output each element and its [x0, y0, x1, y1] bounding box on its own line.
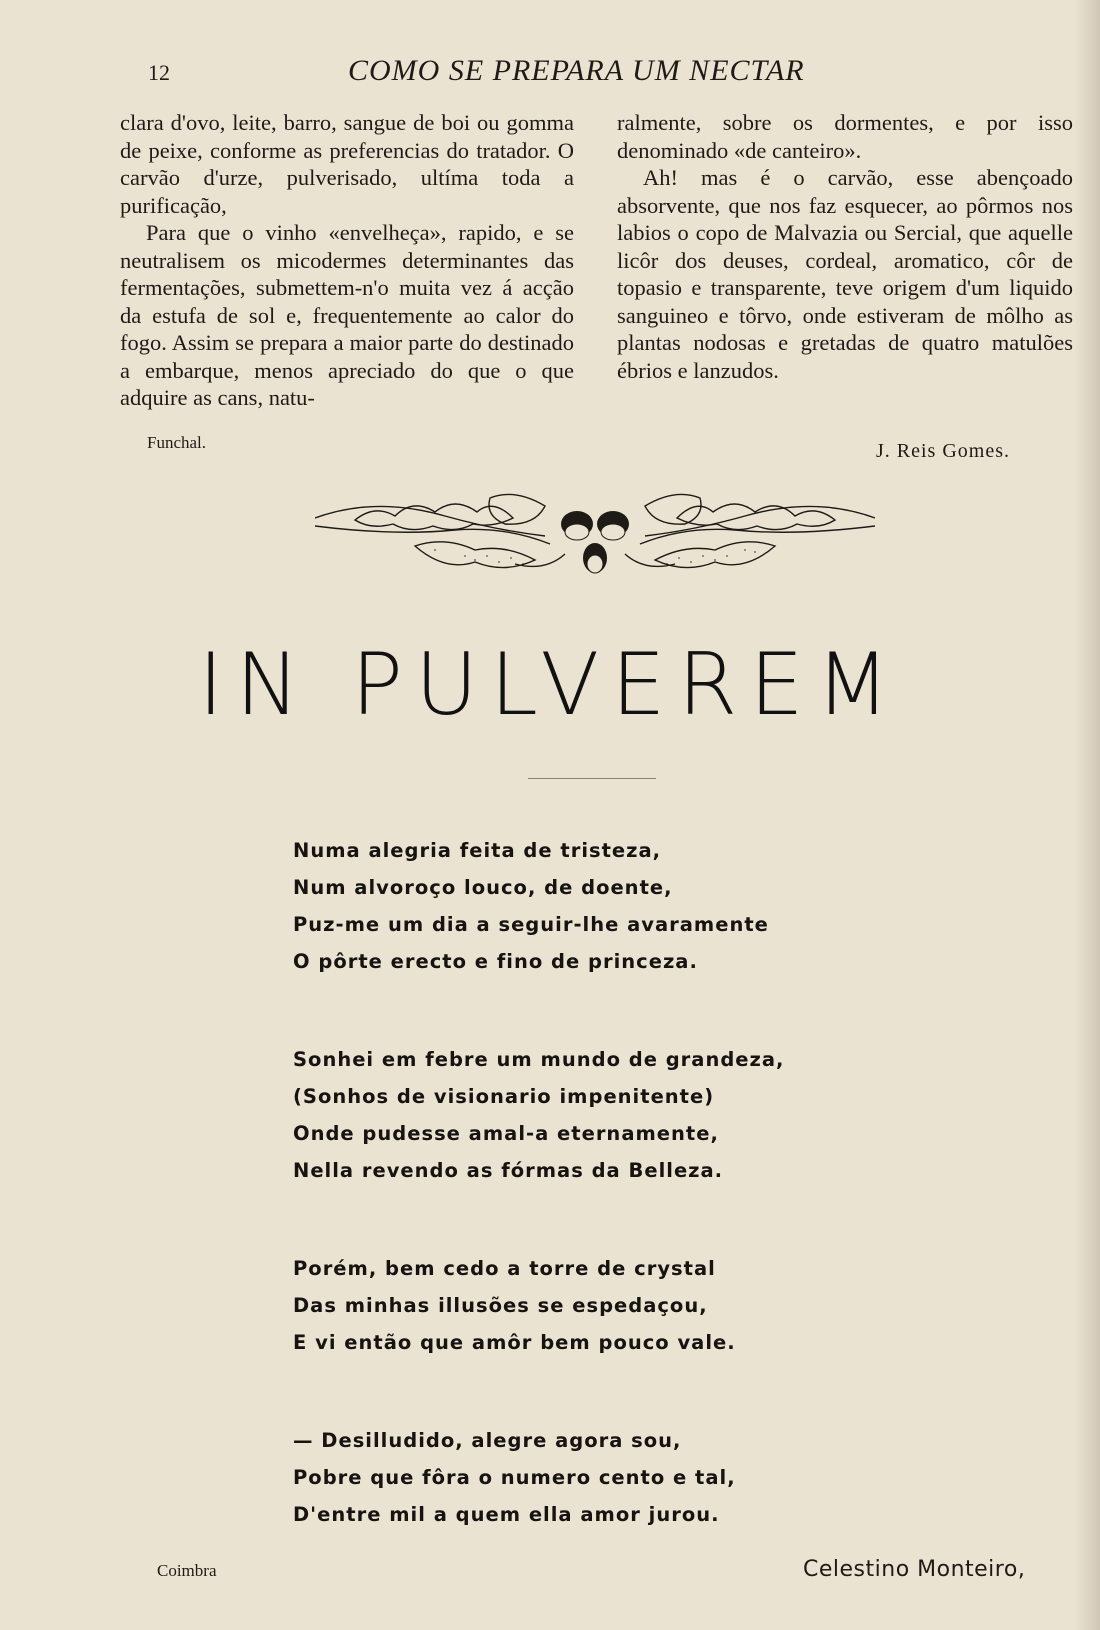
poem-stanza — [293, 1422, 913, 1533]
page-number: 12 — [148, 60, 170, 85]
article-paragraph: clara d'ovo, leite, barro, sangue de boi ou gomma de peixe, conforme as preferencias do tratador. O carvão d'urze, pulverisado, ultíma toda a purificação, — [120, 110, 574, 218]
article-right-column — [617, 109, 1073, 384]
poem-line: O pôrte erecto e fino de princeza. — [293, 950, 698, 973]
page-edge-shadow — [1074, 0, 1100, 1630]
running-title: COMO SE PREPARA UM NECTAR — [348, 54, 805, 87]
poem-place: Coimbra — [157, 1561, 217, 1580]
poem-line: Onde pudesse amal-a eternamente, — [293, 1122, 719, 1145]
title-divider — [528, 778, 656, 779]
oak-leaf-ornament-icon — [315, 486, 875, 596]
poem-body — [293, 832, 913, 1594]
poem-line: (Sonhos de visionario impenitente) — [293, 1085, 715, 1108]
article-paragraph: Ah! mas é o carvão, esse abençoado absorvente, que nos faz esquecer, ao pôrmos nos labios o copo de Malvazia ou Sercial, que aquelle licôr dos deuses, cordeal, aromatico, côr de topasio e transparente, teve origem d'um liquido sanguineo e tôrvo, onde estiveram de môlho as plantas nodosas e gretadas de quatro matulões ébrios e lanzudos. — [617, 165, 1073, 383]
poem-line: D'entre mil a quem ella amor jurou. — [293, 1503, 720, 1526]
article-place: Funchal. — [147, 433, 207, 452]
page-header — [148, 52, 848, 92]
poem-line: Numa alegria feita de tristeza, — [293, 839, 662, 862]
poem-line: Sonhei em febre um mundo de grandeza, — [293, 1048, 785, 1071]
poem-stanza — [293, 1041, 913, 1189]
poem-line: Porém, bem cedo a torre de crystal — [293, 1257, 716, 1280]
poem-title: IN PULVEREM — [198, 635, 902, 735]
article-paragraph: Para que o vinho «envelheça», rapido, e se neutralisem os micodermes determinantes das fermentações, submettem-n'o muita vez á acção da estufa de sol e, frequentemente ao calor do fogo. Assim se prepara a maior parte do destinado a embarque, menos apreciado do que o que adquire as cans, natu- — [120, 220, 574, 410]
poem-line: Puz-me um dia a seguir-lhe avaramente — [293, 913, 769, 936]
poem-line: E vi então que amôr bem pouco vale. — [293, 1331, 736, 1354]
poem-line: Nella revendo as fórmas da Belleza. — [293, 1159, 724, 1182]
poem-line: Num alvoroço louco, de doente, — [293, 876, 673, 899]
poem-line: — Desilludido, alegre agora sou, — [293, 1429, 682, 1452]
article-paragraph: ralmente, sobre os dormentes, e por isso denominado «de canteiro». — [617, 110, 1073, 163]
poem-author: Celestino Monteiro, — [803, 1557, 1026, 1582]
poem-line: Pobre que fôra o numero cento e tal, — [293, 1466, 736, 1489]
article-left-column — [120, 109, 574, 412]
poem-stanza — [293, 832, 913, 980]
poem-stanza — [293, 1250, 913, 1361]
article-author: J. Reis Gomes. — [876, 440, 1010, 462]
poem-line: Das minhas illusões se espedaçou, — [293, 1294, 708, 1317]
